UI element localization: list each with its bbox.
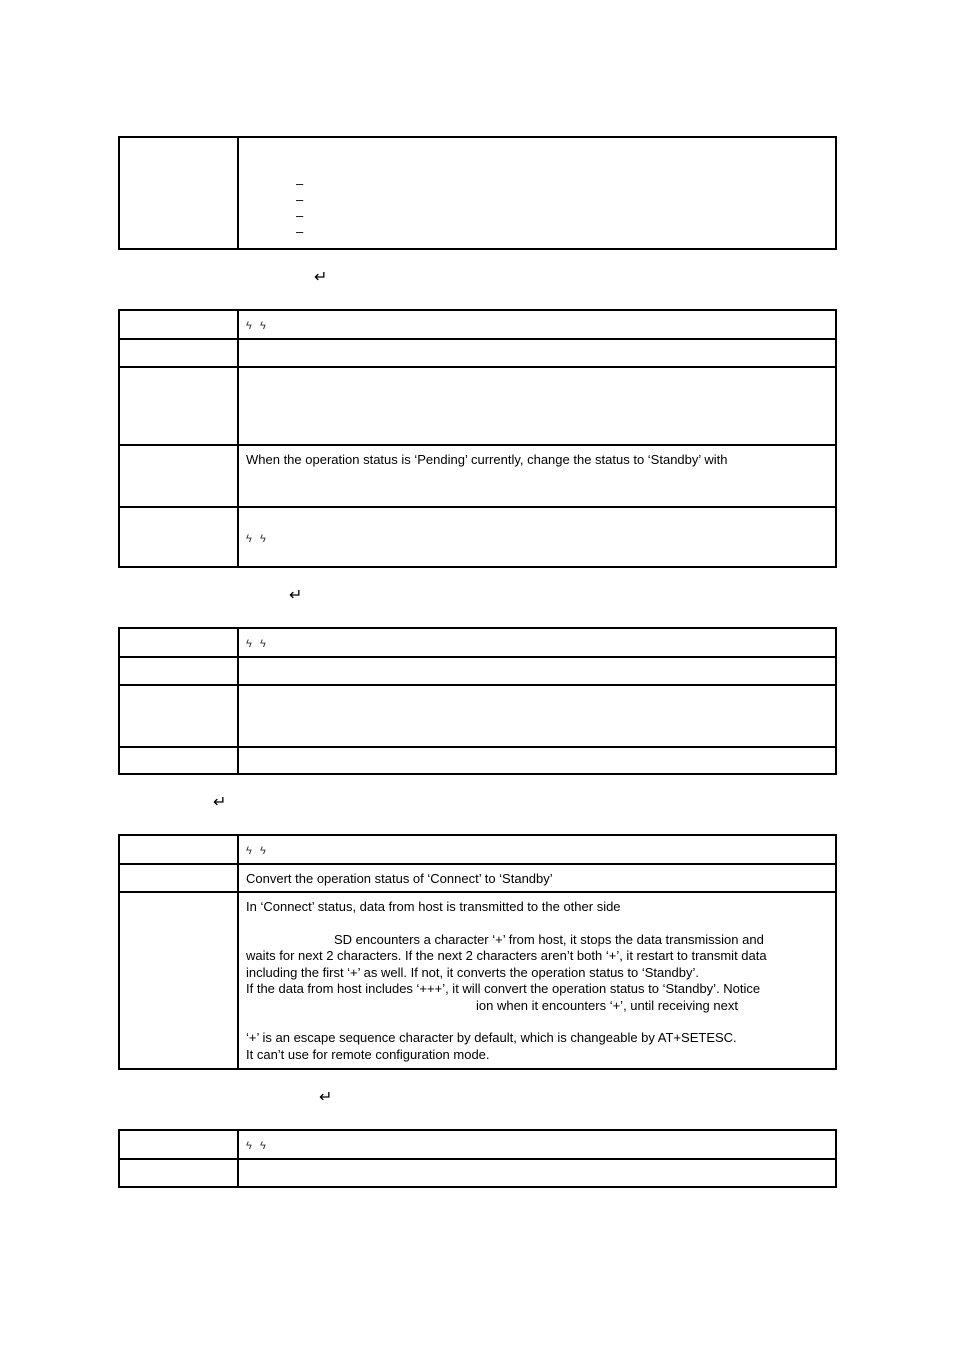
command-table-2 bbox=[118, 309, 837, 568]
purpose-text: When the operation status is ‘Pending’ currently, change the status to ‘Standby’ with bbox=[246, 452, 728, 467]
row-label-cell bbox=[120, 138, 239, 248]
enter-icon: ↵ bbox=[319, 1089, 333, 1106]
description-line: waits for next 2 characters. If the next 2 characters aren’t both ‘+’, it restart to transmit data bbox=[246, 948, 767, 963]
row-value-cell bbox=[239, 1131, 835, 1158]
list-dash: – bbox=[296, 192, 304, 207]
description-line: It can’t use for remote configuration mode. bbox=[246, 1046, 490, 1062]
row-label-cell bbox=[120, 658, 239, 684]
row-label-cell bbox=[120, 508, 239, 566]
table-row bbox=[120, 508, 835, 566]
row-value-cell bbox=[239, 340, 835, 366]
table-row bbox=[120, 686, 835, 748]
bolt-icon: ϟ bbox=[260, 638, 266, 650]
list-dash: – bbox=[296, 224, 304, 239]
command-table-3 bbox=[118, 627, 837, 775]
row-label-cell bbox=[120, 629, 239, 656]
table-row bbox=[120, 311, 835, 340]
description-line: If the data from host includes ‘+++’, it will convert the operation status to ‘Standby’. Notice bbox=[246, 981, 761, 996]
row-value-cell bbox=[239, 1160, 835, 1186]
bolt-icon: ϟ bbox=[246, 638, 252, 650]
bolt-icon: ϟ bbox=[246, 320, 252, 332]
description-line: ‘+’ is an escape sequence character by default, which is changeable by AT+SETESC. bbox=[246, 1030, 737, 1045]
row-label-cell bbox=[120, 340, 239, 366]
row-value-cell bbox=[239, 836, 835, 863]
table-row bbox=[120, 836, 835, 865]
table-row bbox=[120, 893, 835, 1068]
row-value-cell bbox=[239, 629, 835, 656]
function-text: Convert the operation status of ‘Connect’ to ‘Standby’ bbox=[246, 871, 553, 886]
row-label-cell bbox=[120, 686, 239, 746]
row-label-cell bbox=[120, 893, 239, 1068]
row-value-cell bbox=[239, 368, 835, 444]
command-table-1 bbox=[118, 136, 837, 250]
bolt-icon: ϟ bbox=[246, 845, 252, 857]
table-row bbox=[120, 446, 835, 508]
description-line: including the first ‘+’ as well. If not, it converts the operation status to ‘Standby’. bbox=[246, 964, 699, 980]
row-value-cell bbox=[239, 508, 835, 566]
table-row bbox=[120, 748, 835, 773]
bolt-icon: ϟ bbox=[246, 533, 252, 545]
row-value-cell bbox=[239, 686, 835, 746]
description-line: SD encounters a character ‘+’ from host, it stops the data transmission and bbox=[334, 931, 764, 947]
description-cell bbox=[239, 893, 835, 1068]
bolt-icon: ϟ bbox=[246, 1140, 252, 1152]
table-row bbox=[120, 138, 835, 248]
description-line: ion when it encounters ‘+’, until receiving next bbox=[476, 997, 738, 1013]
row-label-cell bbox=[120, 865, 239, 891]
bolt-icon: ϟ bbox=[260, 845, 266, 857]
description-line: In ‘Connect’ status, data from host is transmitted to the other side bbox=[246, 899, 621, 914]
enter-icon: ↵ bbox=[289, 587, 303, 604]
row-label-cell bbox=[120, 311, 239, 338]
enter-icon: ↵ bbox=[213, 794, 227, 811]
enter-icon: ↵ bbox=[314, 269, 328, 286]
row-label-cell bbox=[120, 1160, 239, 1186]
command-table-4 bbox=[118, 834, 837, 1070]
table-row bbox=[120, 368, 835, 446]
table-row bbox=[120, 865, 835, 893]
row-value-cell bbox=[239, 138, 835, 248]
table-row bbox=[120, 340, 835, 368]
table-row bbox=[120, 1131, 835, 1160]
list-dash: – bbox=[296, 176, 304, 191]
table-row bbox=[120, 1160, 835, 1186]
list-dash: – bbox=[296, 208, 304, 223]
command-table-5 bbox=[118, 1129, 837, 1188]
row-value-cell bbox=[239, 658, 835, 684]
row-label-cell bbox=[120, 1131, 239, 1158]
bolt-icon: ϟ bbox=[260, 320, 266, 332]
table-row bbox=[120, 629, 835, 658]
row-value-cell bbox=[239, 748, 835, 773]
table-row bbox=[120, 658, 835, 686]
row-label-cell bbox=[120, 368, 239, 444]
row-label-cell bbox=[120, 836, 239, 863]
bolt-icon: ϟ bbox=[260, 533, 266, 545]
row-label-cell bbox=[120, 748, 239, 773]
bolt-icon: ϟ bbox=[260, 1140, 266, 1152]
row-value-cell bbox=[239, 311, 835, 338]
row-label-cell bbox=[120, 446, 239, 506]
